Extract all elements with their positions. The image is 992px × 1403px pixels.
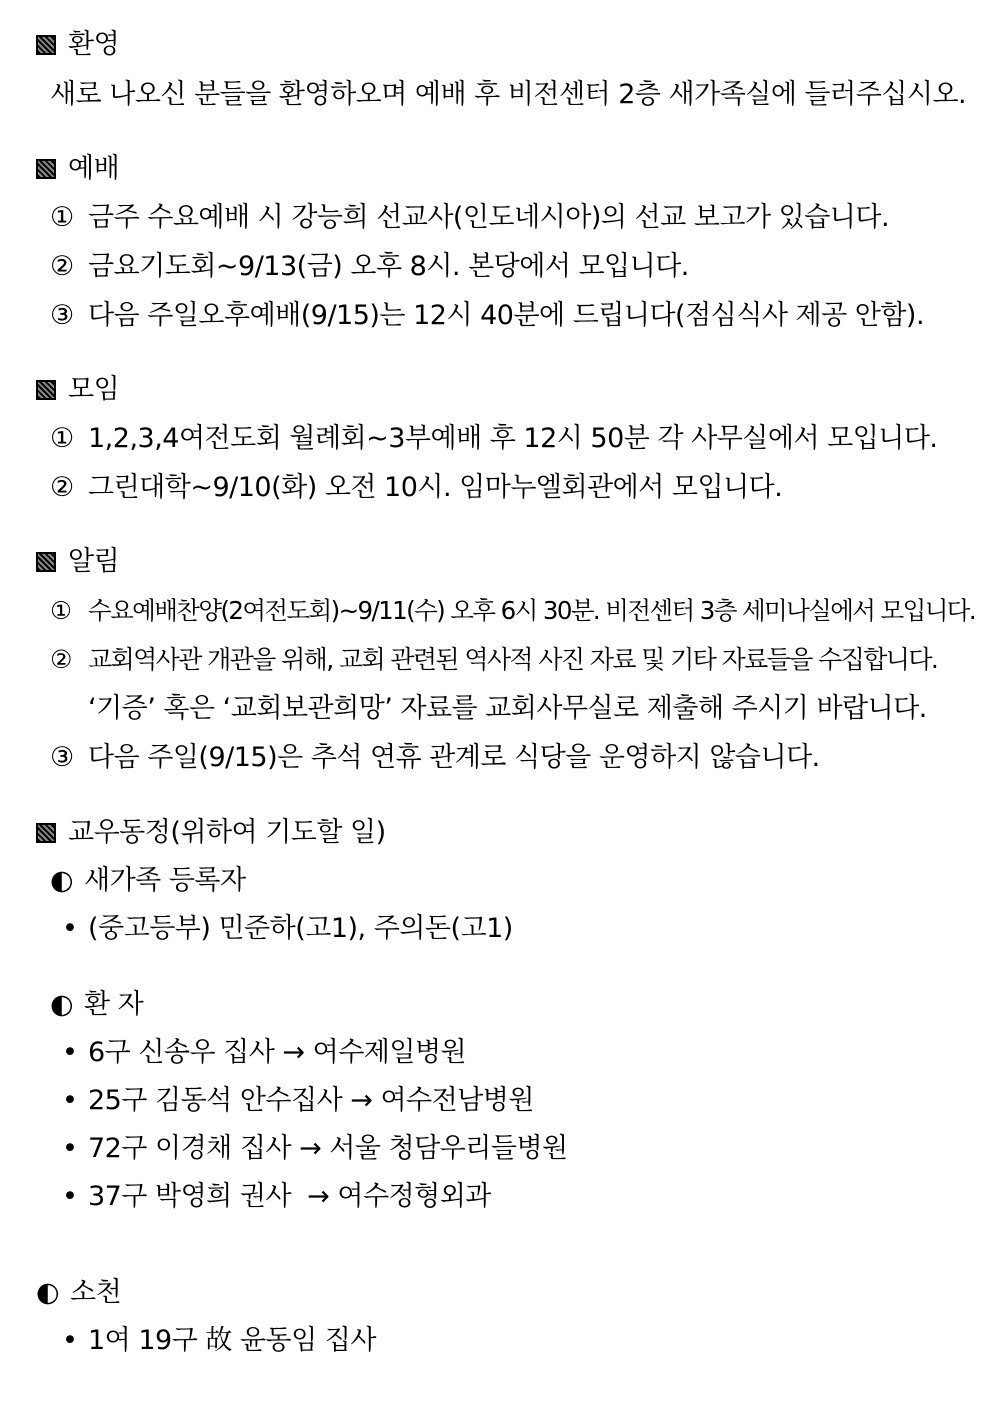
list-item-text: 37구 박영희 권사 → 여수정형외과 bbox=[88, 1181, 491, 1212]
list-item-text: 25구 김동석 안수집사 → 여수전남병원 bbox=[88, 1085, 534, 1116]
worship-item bbox=[50, 299, 924, 333]
bullet-icon: • bbox=[62, 913, 78, 944]
section-heading-meeting bbox=[36, 373, 119, 407]
half-circle-icon: ◐ bbox=[50, 989, 74, 1020]
list-item bbox=[62, 1036, 466, 1070]
bullet-icon: • bbox=[62, 1133, 78, 1164]
item-number: ① bbox=[50, 423, 74, 454]
half-circle-icon: ◐ bbox=[36, 1277, 60, 1308]
list-item-text: 1여 19구 故 윤동임 집사 bbox=[88, 1325, 376, 1356]
section-heading-worship bbox=[36, 152, 119, 186]
list-item bbox=[62, 1180, 491, 1214]
item-number: ② bbox=[50, 645, 71, 674]
meeting-item bbox=[50, 471, 782, 505]
section-heading-fellowship bbox=[36, 816, 386, 850]
meeting-item bbox=[50, 422, 938, 456]
list-item bbox=[62, 1132, 568, 1166]
heading-text: 모임 bbox=[68, 374, 120, 405]
item-number: ① bbox=[50, 202, 74, 233]
heading-text: 소천 bbox=[70, 1277, 122, 1308]
checkered-square-icon bbox=[36, 380, 56, 400]
list-item bbox=[62, 912, 513, 946]
item-text: 다음 주일(9/15)은 추석 연휴 관계로 식당을 운영하지 않습니다. bbox=[88, 742, 820, 773]
notice-item bbox=[50, 741, 820, 775]
worship-item bbox=[50, 201, 889, 235]
subheading-text: 환 자 bbox=[84, 989, 144, 1020]
section-heading-welcome bbox=[36, 28, 119, 62]
list-item-text: (중고등부) 민준하(고1), 주의돈(고1) bbox=[88, 913, 513, 944]
bullet-icon: • bbox=[62, 1325, 78, 1356]
section-heading-funeral bbox=[36, 1276, 121, 1310]
list-item bbox=[62, 1324, 376, 1358]
list-item-text: 72구 이경채 집사 → 서울 청담우리들병원 bbox=[88, 1133, 568, 1164]
heading-text: 알림 bbox=[68, 546, 120, 577]
welcome-text: 새로 나오신 분들을 환영하오며 예배 후 비전센터 2층 새가족실에 들러주십시오. bbox=[50, 79, 967, 110]
item-number: ② bbox=[50, 251, 74, 282]
checkered-square-icon bbox=[36, 823, 56, 843]
item-number: ③ bbox=[50, 300, 74, 331]
heading-text: 환영 bbox=[68, 29, 120, 60]
item-text: 금주 수요예배 시 강능희 선교사(인도네시아)의 선교 보고가 있습니다. bbox=[88, 202, 890, 233]
bullet-icon: • bbox=[62, 1085, 78, 1116]
item-number: ③ bbox=[50, 742, 74, 773]
list-item bbox=[62, 1084, 534, 1118]
checkered-square-icon bbox=[36, 159, 56, 179]
subheading-newcomers bbox=[50, 864, 246, 898]
bullet-icon: • bbox=[62, 1181, 78, 1212]
item-text: 1,2,3,4여전도회 월례회~3부예배 후 12시 50분 각 사무실에서 모입니다. bbox=[88, 423, 938, 454]
item-text: 교회역사관 개관을 위해, 교회 관련된 역사적 사진 자료 및 기타 자료들을 수집합니다. bbox=[88, 645, 938, 674]
subheading-patients bbox=[50, 988, 143, 1022]
section-heading-notice bbox=[36, 545, 119, 579]
bullet-icon: • bbox=[62, 1037, 78, 1068]
list-item-text: 6구 신송우 집사 → 여수제일병원 bbox=[88, 1037, 467, 1068]
notice-item bbox=[50, 594, 975, 628]
item-text: 수요예배찬양(2여전도회)~9/11(수) 오후 6시 30분. 비전센터 3층 세미나실에서 모입니다. bbox=[88, 596, 976, 625]
subheading-text: 새가족 등록자 bbox=[84, 865, 246, 896]
item-text: 금요기도회~9/13(금) 오후 8시. 본당에서 모입니다. bbox=[88, 251, 689, 282]
item-number: ① bbox=[50, 596, 71, 625]
heading-text: 예배 bbox=[68, 153, 120, 184]
worship-item bbox=[50, 250, 689, 284]
item-text: 다음 주일오후예배(9/15)는 12시 40분에 드립니다(점심식사 제공 안함). bbox=[88, 300, 925, 331]
item-text: 그린대학~9/10(화) 오전 10시. 임마누엘회관에서 모입니다. bbox=[88, 472, 783, 503]
notice-item-continuation: ‘기증’ 혹은 ‘교회보관희망’ 자료를 교회사무실로 제출해 주시기 바랍니다. bbox=[88, 693, 927, 724]
notice-item bbox=[50, 643, 937, 677]
heading-text: 교우동정(위하여 기도할 일) bbox=[68, 817, 386, 848]
half-circle-icon: ◐ bbox=[50, 865, 74, 896]
checkered-square-icon bbox=[36, 35, 56, 55]
checkered-square-icon bbox=[36, 552, 56, 572]
item-number: ② bbox=[50, 472, 74, 503]
